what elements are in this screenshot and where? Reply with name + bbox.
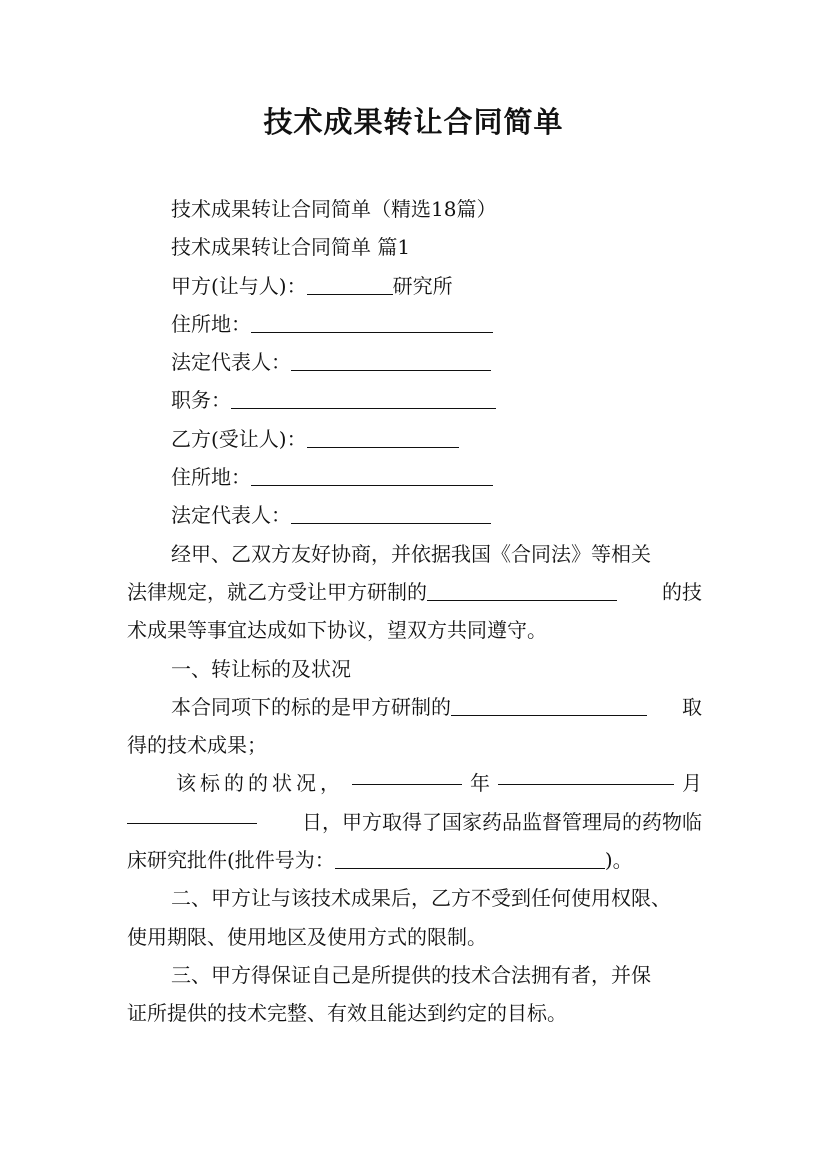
section-1-p1-line-2: 得的技术成果；	[127, 733, 267, 758]
party-b-rep-blank[interactable]	[291, 503, 491, 524]
section-heading: 技术成果转让合同简单 篇1	[171, 235, 411, 260]
party-a-rep-line: 法定代表人：	[127, 343, 702, 381]
intro-line-3: 术成果等事宜达成如下协议，望双方共同遵守。	[127, 618, 547, 643]
section-3-line-1: 三、甲方得保证自己是所提供的技术合法拥有者，并保	[171, 962, 651, 987]
party-b-line: 乙方(受让人)：	[127, 420, 702, 458]
document-title: 技术成果转让合同简单	[263, 105, 564, 139]
party-b-rep-line: 法定代表人：	[127, 496, 702, 534]
party-a-address-line: 住所地：	[127, 305, 702, 343]
intro-line-1: 经甲、乙双方友好协商，并依据我国《合同法》等相关	[171, 541, 651, 566]
party-b-address-line: 住所地：	[127, 458, 702, 496]
approval-number-blank[interactable]	[335, 848, 605, 869]
document-body	[127, 190, 702, 1033]
intro-line-2: 法律规定，就乙方受让甲方研制的 的技	[127, 579, 702, 604]
year-prefix-blank[interactable]	[352, 764, 462, 785]
party-b-address-blank[interactable]	[251, 465, 493, 486]
section-1-title: 一、转让标的及状况	[171, 656, 351, 681]
section-1-p2-line-3: 床研究批件(批件号为： )。	[127, 848, 633, 873]
party-a-rep-blank[interactable]	[291, 350, 491, 371]
party-b-blank[interactable]	[307, 427, 459, 448]
section-1-p2-line-1: 该标的的状况， 年 月	[127, 764, 702, 802]
month-prefix-blank[interactable]	[498, 764, 674, 785]
section-2-line-1: 二、甲方让与该技术成果后，乙方不受到任何使用权限、	[171, 886, 671, 911]
party-a-line: 甲方(让与人)： 研究所	[171, 273, 453, 298]
subtitle: 技术成果转让合同简单（精选18篇）	[171, 197, 497, 221]
subject-blank[interactable]	[451, 695, 647, 716]
section-1-p1-line-1: 本合同项下的标的是甲方研制的 取	[171, 694, 702, 719]
party-a-address-blank[interactable]	[251, 312, 493, 333]
party-a-title-blank[interactable]	[231, 388, 496, 409]
section-3-line-2: 证所提供的技术完整、有效且能达到约定的目标。	[127, 1001, 567, 1026]
section-2-line-2: 使用期限、使用地区及使用方式的限制。	[127, 924, 487, 949]
intro-blank[interactable]	[427, 580, 617, 601]
day-prefix-blank[interactable]	[127, 803, 257, 824]
section-1-p2-line-2: 日，甲方取得了国家药品监督管理局的药物临	[127, 803, 702, 841]
party-a-title-line: 职务：	[127, 381, 702, 419]
party-a-blank[interactable]	[307, 274, 393, 295]
